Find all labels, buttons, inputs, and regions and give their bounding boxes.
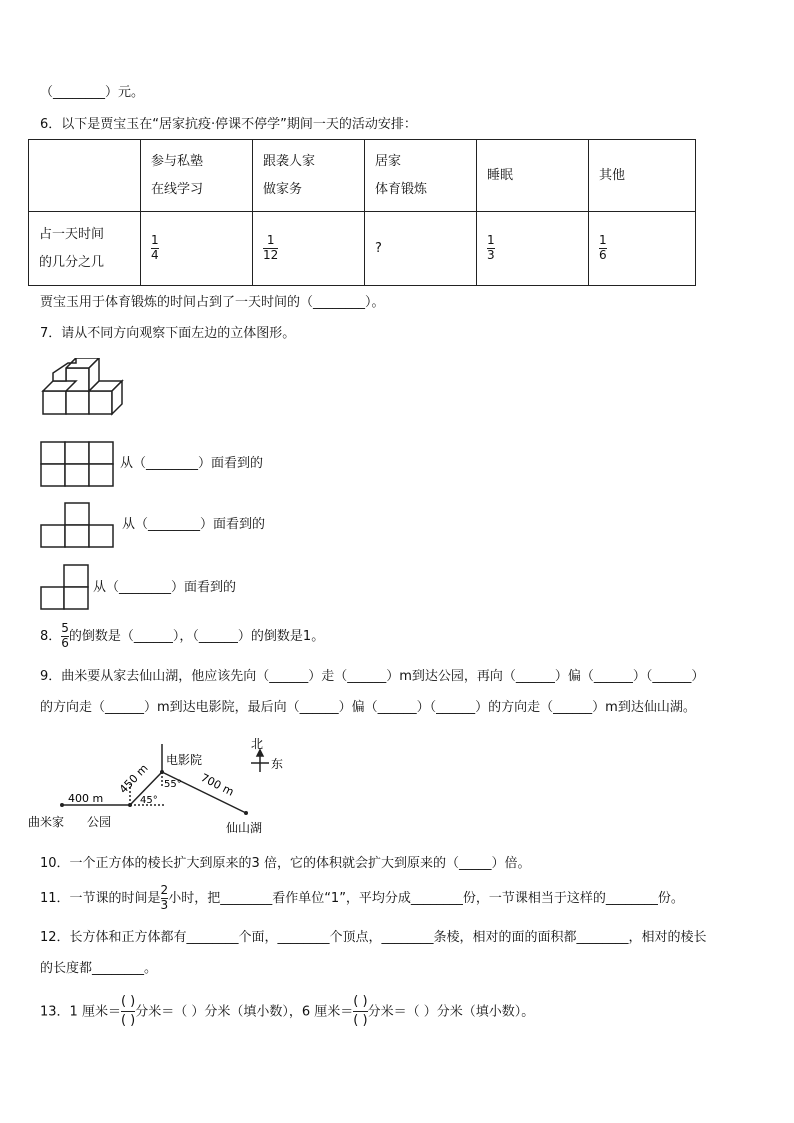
q13-fraction-2: $\frac{( )}{( )}$ [353, 994, 368, 1029]
q11-fraction: $\frac{2}{3}$ [160, 883, 169, 912]
q5-tail: （________）元。 [40, 85, 145, 100]
q6-intro: 6．以下是贾宝玉在“居家抗疫·停课不停学”期间一天的活动安排： [40, 117, 417, 132]
fraction-cell-chores [253, 212, 365, 286]
q12-line2: 的长度都________。 [40, 961, 158, 976]
distance-450-label: 450 m [116, 761, 151, 797]
lake-label: 仙山湖 [226, 821, 263, 835]
view-grid-2x3 [40, 441, 114, 487]
header-cell-study: 参与私塾 在线学习 [141, 140, 253, 212]
q9-line2: 的方向走（______）m到达电影院，最后向（______）偏（______）（______）的方向走（______）m到达仙山湖。 [40, 700, 696, 715]
cinema-label: 电影院 [166, 753, 203, 767]
q9-line1: 9．曲米要从家去仙山湖，他应该先向（______）走（______）m到达公园，再向（______）偏（______）（______） [40, 669, 705, 684]
q8: 8． $\frac{5}{6}$ 的倒数是（______），（______）的倒数是1。 [40, 621, 325, 650]
angle-55-label: 55° [164, 779, 182, 790]
home-label: 曲米家 [28, 815, 65, 829]
view-2-label: 从（________）面看到的 [122, 517, 266, 532]
header-cell-empty [29, 140, 141, 212]
q11: 11．一节课的时间是 $\frac{2}{3}$ 小时，把________看作单位“1”，平均分成________份，一节课相当于这样的________份。 [40, 883, 684, 912]
q12-line1: 12．长方体和正方体都有________个面，________个顶点，________条棱，相对的面的面积都________，相对的棱长 [40, 930, 707, 945]
fraction-chores: $\frac{1}{12}$ [263, 233, 279, 262]
q13: 13．1 厘米＝ $\frac{( )}{( )}$ 分米＝（ ）分米（填小数），6 厘米＝ $\frac{( )}{( )}$ 分米＝（ ）分米（填小数）。 [40, 994, 535, 1029]
fraction-sleep: $\frac{1}{3}$ [487, 233, 495, 262]
q7-intro: 7．请从不同方向观察下面左边的立体图形。 [40, 326, 296, 341]
view-1-label: 从（________）面看到的 [120, 456, 264, 471]
table-header-row [29, 140, 696, 212]
distance-700-label: 700 m [198, 771, 236, 799]
header-cell-sleep: 睡眠 [477, 140, 589, 212]
view-t-shape [40, 502, 114, 548]
route-map [28, 732, 308, 840]
angle-45-label: 45° [140, 795, 158, 806]
fraction-cell-study [141, 212, 253, 286]
fraction-study: $\frac{1}{4}$ [151, 233, 159, 262]
q6-question: 贾宝玉用于体育锻炼的时间占到了一天时间的（________）。 [40, 295, 385, 310]
fraction-cell-sleep [477, 212, 589, 286]
unknown-mark: ? [375, 240, 382, 256]
distance-400-label: 400 m [68, 792, 104, 805]
row-label-cell: 占一天时间 的几分之几 [29, 212, 141, 286]
fraction-cell-exercise [365, 212, 477, 286]
north-label: 北 [251, 737, 264, 751]
fraction-cell-other [589, 212, 696, 286]
table-fraction-row [29, 212, 696, 286]
compass-icon [251, 750, 269, 772]
park-label: 公园 [87, 815, 112, 829]
header-cell-exercise: 居家 体育锻炼 [365, 140, 477, 212]
solid-figure-3d [38, 358, 138, 418]
q13-fraction-1: $\frac{( )}{( )}$ [120, 994, 136, 1029]
view-l-shape [40, 564, 90, 610]
q8-fraction: $\frac{5}{6}$ [61, 621, 69, 650]
fraction-other: $\frac{1}{6}$ [599, 233, 607, 262]
header-cell-chores: 跟袭人家 做家务 [253, 140, 365, 212]
q10: 10．一个正方体的棱长扩大到原来的3 倍，它的体积就会扩大到原来的（_____）倍。 [40, 856, 531, 871]
view-3-label: 从（________）面看到的 [93, 580, 237, 595]
activity-table [28, 139, 696, 286]
header-cell-other: 其他 [589, 140, 696, 212]
east-label: 东 [271, 757, 284, 771]
